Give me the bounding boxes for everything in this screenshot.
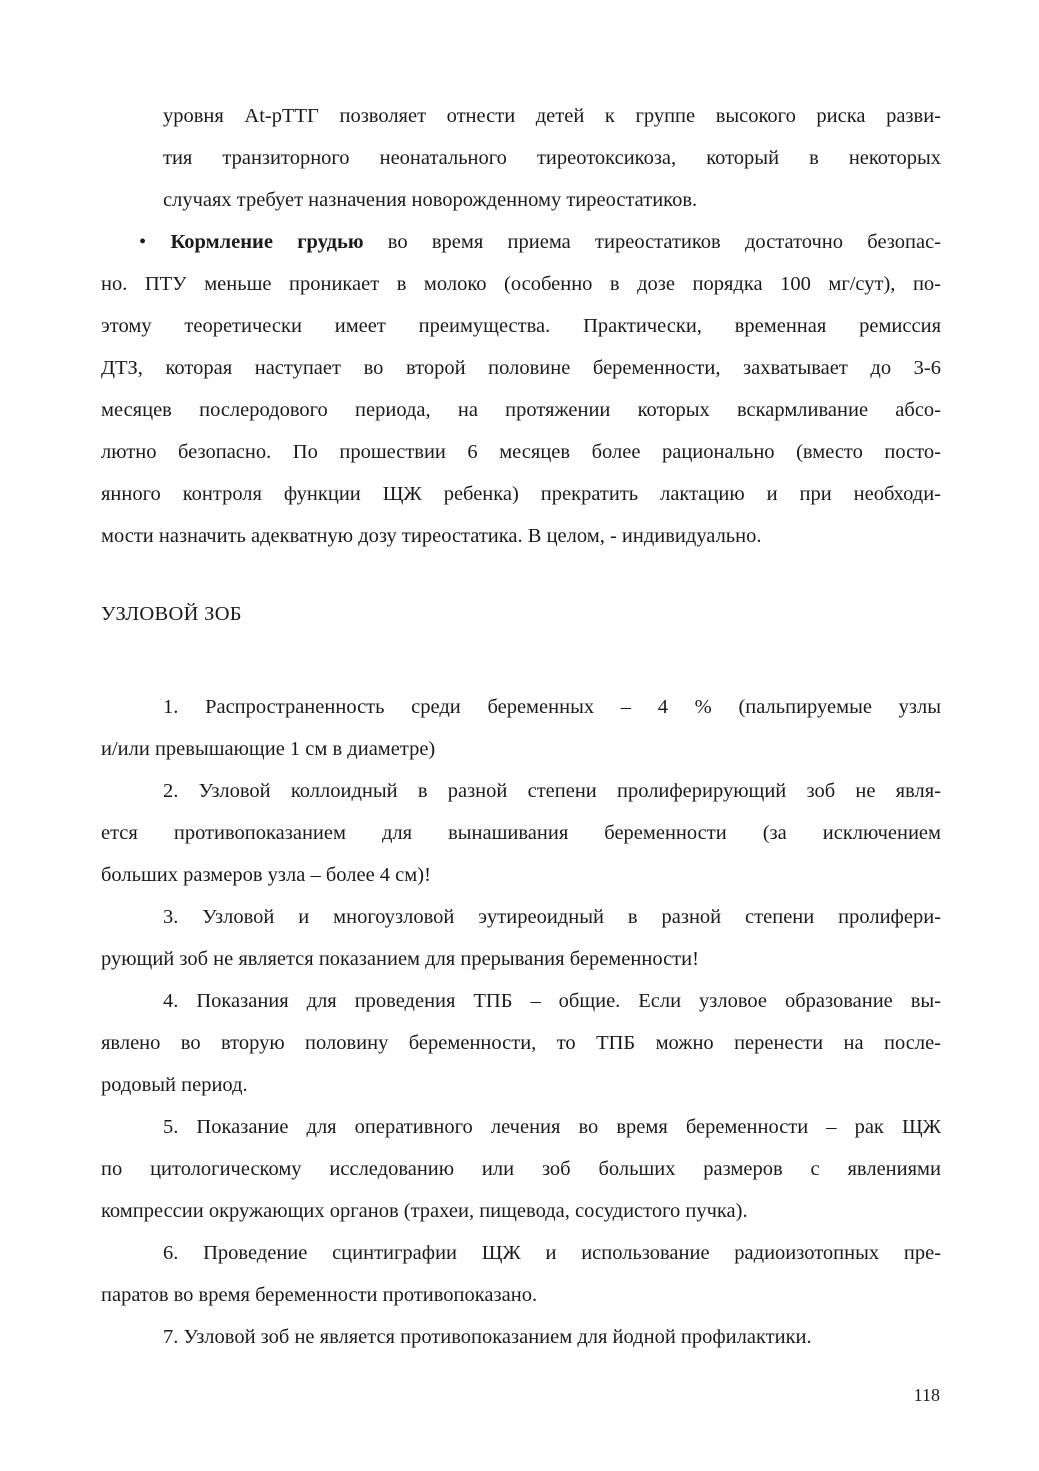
bullet-paragraph — [101, 221, 941, 557]
text-line: но. ПТУ меньше проникает в молоко (особенно в дозе порядка 100 мг/сут), по- — [101, 273, 941, 295]
text-line: явлено во вторую половину беременности, то ТПБ можно перенести на после- — [101, 1032, 941, 1054]
section-heading: УЗЛОВОЙ ЗОБ — [101, 603, 242, 625]
bullet-first-line — [101, 221, 941, 263]
text-line: янного контроля функции ЩЖ ребенка) прекратить лактацию и при необходи- — [101, 483, 941, 505]
text-line: 3. Узловой и многоузловой эутиреоидный в разной степени пролифери- — [163, 906, 941, 928]
text-line: 6. Проведение сцинтиграфии ЩЖ и использование радиоизотопных пре- — [163, 1242, 941, 1264]
text-line: уровня At-рТТГ позволяет отнести детей к группе высокого риска разви- — [163, 105, 941, 127]
list-item — [101, 1316, 941, 1358]
list-item — [101, 1106, 941, 1232]
text-line: 2. Узловой коллоидный в разной степени пролиферирующий зоб не явля- — [163, 780, 941, 802]
text-line: 7. Узловой зоб не является противопоказанием для йодной профилактики. — [163, 1326, 812, 1348]
text-line: больших размеров узла – более 4 см)! — [101, 864, 431, 886]
list-item — [101, 686, 941, 770]
text-line: тия транзиторного неонатального тиреотоксикоза, который в некоторых — [163, 147, 941, 169]
text-line: этому теоретически имеет преимущества. Практически, временная ремиссия — [101, 315, 941, 337]
text-line: месяцев послеродового периода, на протяжении которых вскармливание абсо- — [101, 399, 941, 421]
text-line: компрессии окружающих органов (трахеи, пищевода, сосудистого пучка). — [101, 1200, 748, 1222]
text-line: лютно безопасно. По прошествии 6 месяцев более рационально (вместо посто- — [101, 441, 941, 463]
list-item — [101, 770, 941, 896]
text-line: и/или превышающие 1 см в диаметре) — [101, 738, 436, 760]
text-line: по цитологическому исследованию или зоб больших размеров с явлениями — [101, 1158, 941, 1180]
text-line: во время приема тиреостатиков достаточно безопас- — [363, 231, 942, 253]
page-number: 118 — [913, 1385, 940, 1405]
text-line: мости назначить адекватную дозу тиреостатика. В целом, - индивидуально. — [101, 525, 762, 547]
list-item — [101, 896, 941, 980]
bullet-marker: • — [139, 231, 147, 253]
text-line: паратов во время беременности противопоказано. — [101, 1284, 538, 1306]
intro-paragraph — [101, 95, 941, 221]
list-item — [101, 980, 941, 1106]
bold-term: Кормление грудью — [170, 231, 364, 253]
text-line: ДТЗ, которая наступает во второй половине беременности, захватывает до 3-6 — [101, 357, 941, 379]
numbered-list — [101, 686, 941, 1358]
text-line: ется противопоказанием для вынашивания беременности (за исключением — [101, 822, 941, 844]
text-line: 5. Показание для оперативного лечения во время беременности – рак ЩЖ — [163, 1116, 941, 1138]
text-line: рующий зоб не является показанием для прерывания беременности! — [101, 948, 699, 970]
list-item — [101, 1232, 941, 1316]
text-line: 4. Показания для проведения ТПБ – общие. Если узловое образование вы- — [163, 990, 941, 1012]
text-line: случаях требует назначения новорожденному тиреостатиков. — [163, 189, 698, 211]
text-line: 1. Распространенность среди беременных – 4 % (пальпируемые узлы — [163, 696, 941, 718]
text-line: родовый период. — [101, 1074, 248, 1096]
